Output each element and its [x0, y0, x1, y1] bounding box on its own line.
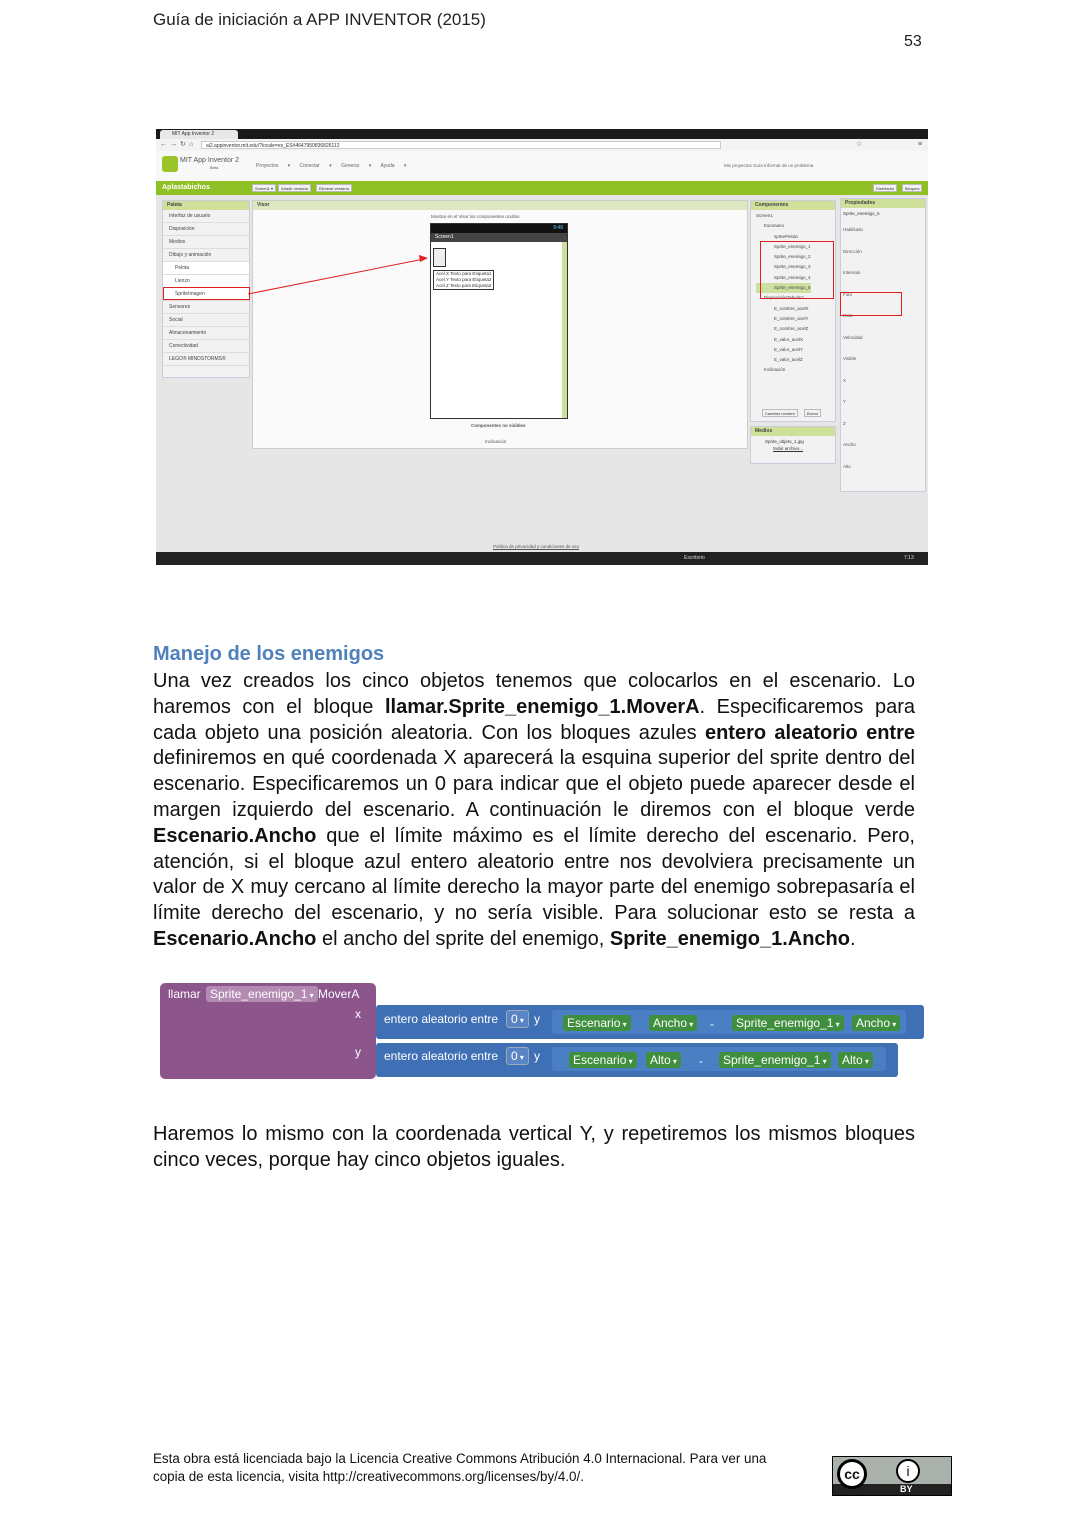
- minus-x: -: [710, 1017, 714, 1031]
- blocks-button: Bloques: [902, 184, 922, 192]
- ancho-sprite-dropdown-x: Ancho ▾: [852, 1015, 900, 1031]
- body-paragraph-2: Haremos lo mismo con la coordenada vertical Y, y repetiremos los mismos bloques cinco veces, porque hay cinco objetos iguales.: [153, 1123, 915, 1171]
- random-label-y: entero aleatorio entre: [384, 1049, 499, 1063]
- component-dropdown: Sprite_enemigo_1 ▾: [206, 986, 318, 1002]
- minus-y: -: [699, 1054, 703, 1068]
- random-label-x: entero aleatorio entre: [384, 1012, 499, 1026]
- call-label: llamar: [168, 987, 201, 1001]
- viewer-panel: Visor Mostrar en el Visor los componentes ocultos Componentes no visibles Inclinación: [252, 200, 748, 449]
- home-icon: ⌂: [189, 141, 194, 148]
- screen-select: Screen1 ▾: [252, 184, 276, 192]
- escenario-dropdown-x: Escenario ▾: [563, 1015, 631, 1031]
- cc-icon: cc: [837, 1459, 867, 1489]
- and-label-y: y: [534, 1049, 540, 1063]
- app-inventor-screenshot: [156, 129, 928, 565]
- zero-y: 0 ▾: [506, 1047, 529, 1065]
- alto-dropdown-y: Alto ▾: [646, 1052, 681, 1068]
- star-icon: ☆: [856, 141, 863, 148]
- properties-panel: Propiedades Sprite_enemigo_5 Habilitado Dirección Intervalo Foto Rota Velocidad Visible X Y Z Ancho Alto: [840, 198, 926, 492]
- designer-button: Diseñador: [873, 184, 897, 192]
- reload-icon: ↻: [180, 141, 186, 148]
- labels-table: Acel.X Texto para Etiqueta1 Acel.Y Texto para Etiqueta2 Acel.Z Texto para Etiqueta3: [433, 270, 494, 290]
- ai-right-menu: Mis proyectos Guía Informar de un problema: [724, 163, 814, 168]
- phone-preview: 9:48 Screen1 Acel.X Texto para Etiqueta1 Acel.Y Texto para Etiqueta2 Acel.Z Texto para Etiqueta3: [430, 223, 568, 419]
- menu-icon: ≡: [918, 141, 923, 148]
- components-panel: Componentes: [750, 200, 836, 422]
- url-field: ai2.appinventor.mit.edu/?locale=es_ES#4647950836826112: [201, 141, 721, 149]
- back-icon: ←: [160, 141, 167, 148]
- alto-sprite-dropdown-y: Alto ▾: [838, 1052, 873, 1068]
- sprite-dropdown-y: Sprite_enemigo_1 ▾: [719, 1052, 831, 1068]
- privacy-link: Política de privacidad y condiciones de uso: [493, 544, 580, 549]
- x-socket-label: x: [355, 1007, 361, 1021]
- y-socket-label: y: [355, 1045, 361, 1059]
- palette-panel: Paleta Interfaz de usuario Disposición Medios Dibujo y animación Pelota Lienzo SpriteImagen Sensores Social Almacenamiento Conectividad LEGO® MINDSTORMS®: [162, 200, 250, 378]
- section-heading: Manejo de los enemigos: [153, 643, 385, 665]
- blocks-image: [158, 983, 926, 1083]
- body-paragraph: Una vez creados los cinco objetos tenemos que colocarlos en el escenario. Lo haremos con el bloque llamar.Sprite_enemigo_1.MoverA. Especificaremos para cada objeto una posición aleatoria. Con los bloques azules entero aleatorio entre definiremos en qué coordenada X aparecerá la esquina superior del sprite dentro del escenario. Especificaremos un 0 para indicar que el objeto puede aparecer desde el margen izquierdo del escenario. A continuación le diremos con el bloque verde Escenario.Ancho que el límite máximo es el límite derecho del escenario. Pero, atención, si el bloque azul entero aleatorio entre nos devolviera precisamente un valor de X muy cercano al límite derecho la mayor parte del enemigo sobrepasaría el límite derecho del escenario, y no sería visible. Para solucionar esto se resta a Escenario.Ancho el ancho del sprite del enemigo, Sprite_enemigo_1.Ancho.: [153, 670, 915, 950]
- attribution-icon: i: [896, 1459, 920, 1483]
- ancho-dropdown-x: Ancho ▾: [649, 1015, 697, 1031]
- ai-menus: Proyectos ▾ Conectar ▾ Generar ▾ Ayuda ▾: [256, 163, 407, 169]
- project-name: Aplastabichos: [162, 184, 210, 191]
- rename-button: Cambiar nombre: [762, 409, 798, 417]
- method-label: MoverA: [318, 987, 360, 1001]
- running-header: Guía de iniciación a APP INVENTOR (2015): [153, 10, 486, 29]
- windows-taskbar: Escritorio 7:13: [156, 552, 928, 565]
- browser-tab: MIT App Inventor 2: [160, 130, 238, 139]
- page-number: 53: [904, 33, 922, 50]
- cc-by-badge: [832, 1456, 952, 1496]
- remove-screen-button: Eliminar ventana: [316, 184, 352, 192]
- license-footer: Esta obra está licenciada bajo la Licencia Creative Commons Atribución 4.0 Internacional. Para ver una copia de esta licencia, visita http://creativecommons.org/licenses/by/4.0/.: [153, 1451, 767, 1484]
- delete-button: Borrar: [804, 409, 821, 417]
- media-panel: Medios Sprite_objeto_1.jpg Subir archivo...: [750, 426, 836, 464]
- and-label-x: y: [534, 1012, 540, 1026]
- ai-brand: MIT App Inventor 2 Beta: [180, 157, 240, 170]
- forward-icon: →: [170, 141, 177, 148]
- components-tree: Screen1 Escenario spritePelota Sprite_enemigo_1 Sprite_enemigo_2 Sprite_enemigo_3 Sprite_enemigo_4 Sprite_enemigo_5 DisposiciónTabular1 E_nombre_acelX E_nombre_acelY E_nombre_acelZ E_valor_acelX E_valor_acelY E_valor_acelZ Inclinación: [756, 213, 811, 373]
- escenario-dropdown-y: Escenario ▾: [569, 1052, 637, 1068]
- by-label: BY: [900, 1484, 913, 1494]
- highlight-enemies: [760, 241, 834, 299]
- zero-x: 0 ▾: [506, 1010, 529, 1028]
- highlight-photo: [840, 292, 902, 316]
- sprite-dropdown-x: Sprite_enemigo_1 ▾: [732, 1015, 844, 1031]
- add-screen-button: Añadir ventana: [278, 184, 311, 192]
